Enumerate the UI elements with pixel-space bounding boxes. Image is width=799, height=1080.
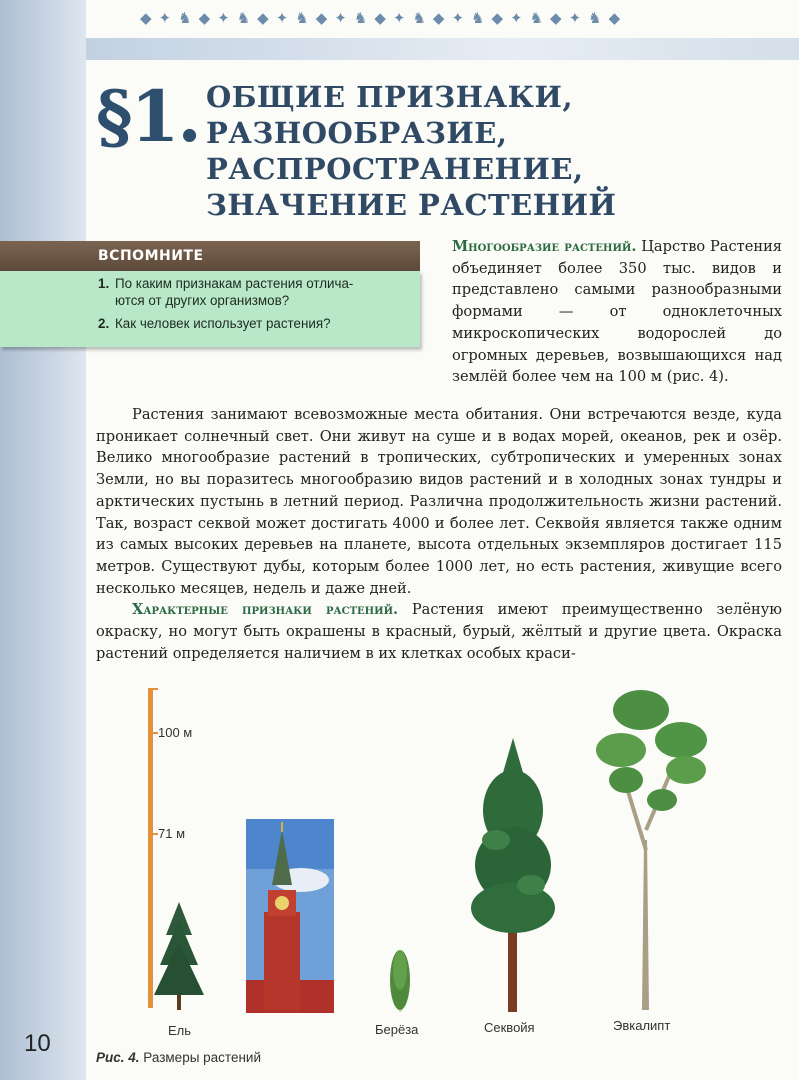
birch-tree [390, 950, 410, 1012]
animal-icon: ♞ [412, 9, 426, 27]
plant-size-figure [96, 680, 786, 1040]
spruce-tree [154, 902, 204, 1010]
eucalyptus-tree [596, 690, 707, 1010]
caption-text: Размеры растений [143, 1050, 261, 1065]
recall-question [98, 275, 420, 309]
animal-icon: ♞ [178, 9, 192, 27]
paragraph-text: Растения имеют преимущественно зелёную окраску, но могут быть окрашены в красный, бурый, жёлтый и другие цвета. Окраска растений определяется наличием в их клетках особых краси- [96, 601, 783, 662]
habitat-paragraph: Растения занимают всевозможные места обитания. Они встречаются везде, куда проникает солнечный свет. Они живут на суше и в водах морей, океанов, рек и озёр. Велико многообразие растений в тропических, субтропических и умеренных зонах Земли, но вы поразитесь многообразию видов растений и в холодных зонах тундры и арктических пустынь в летний период. Различна продолжительность жизни растений. Так, возраст секвой может достигать 4000 и более лет. Секвойя является также одним из самых высоких деревьев на планете, высота отдельных экземпляров достигает 115 метров. Существуют дубы, которым более 1000 лет, но есть растения, живущие всего несколько месяцев, недель и даже дней. [96, 406, 782, 597]
animal-icon: ✦ [334, 9, 347, 27]
animal-icon: ◆ [550, 9, 562, 27]
page-margin-strip [0, 0, 86, 1080]
animal-icon: ◆ [198, 9, 211, 27]
label-spruce: Ель [168, 1023, 192, 1038]
animal-icon: ◆ [432, 9, 445, 27]
animal-silhouette-border [140, 8, 790, 30]
label-birch: Берёза [375, 1022, 419, 1037]
animal-icon: ♞ [295, 9, 309, 27]
features-paragraph [96, 599, 782, 664]
animal-icon: ✦ [275, 9, 289, 27]
diversity-paragraph [452, 236, 782, 388]
animal-icon: ◆ [491, 9, 504, 27]
paragraph-lead: Многообразие растений. [452, 238, 637, 255]
animal-icon: ◆ [608, 9, 621, 27]
question-line: Как человек использует растения? [115, 316, 331, 331]
animal-icon: ✦ [568, 9, 582, 27]
recall-box [0, 241, 420, 351]
header-band [86, 38, 799, 60]
kremlin-tower-picture [246, 819, 334, 1013]
bird-icon: ✦ [158, 9, 172, 27]
animal-icon: ✦ [451, 9, 465, 27]
animal-icon: ✦ [217, 9, 230, 27]
caption-label: Рис. 4. [96, 1050, 140, 1065]
question-number: 1. [98, 276, 110, 291]
scale-label-71: 71 м [158, 826, 186, 841]
body-text [96, 404, 782, 664]
animal-icon: ◆ [315, 9, 328, 27]
title-line: ЗНАЧЕНИЕ РАСТЕНИЙ [206, 188, 617, 222]
question-line: ются от других организмов? [115, 293, 290, 308]
animal-icon: ◆ [374, 9, 386, 27]
fish-icon: ◆ [140, 9, 152, 27]
paragraph-lead: Характерные признаки растений. [132, 601, 399, 619]
animal-icon: ♞ [588, 9, 602, 27]
sequoia-tree [471, 738, 555, 1012]
section-number: §1. [96, 75, 200, 158]
paragraph-text: Царство Растения объединяет более 350 тыс. видов и представлено самыми разнообразными формами — от одноклеточных микроскопических водорослей до огромных деревьев, возвышающихся над землёй более чем на 100 м (рис. 4). [452, 238, 783, 386]
title-line: РАСПРОСТРАНЕНИЕ, [206, 152, 584, 186]
title-line: ОБЩИЕ ПРИЗНАКИ, [206, 80, 574, 114]
label-eucalyptus: Эвкалипт [613, 1018, 671, 1033]
question-line: По каким признакам растения отлича- [115, 276, 354, 291]
animal-icon: ✦ [510, 9, 523, 27]
section-title [206, 79, 686, 223]
page-number: 10 [24, 1030, 51, 1057]
recall-box-questions [0, 271, 420, 347]
question-number: 2. [98, 316, 110, 331]
animal-icon: ✦ [392, 9, 406, 27]
scale-label-100: 100 м [158, 725, 193, 740]
label-sequoia: Секвойя [484, 1020, 535, 1035]
animal-icon: ♞ [471, 9, 485, 27]
figure-caption [96, 1050, 261, 1065]
animal-icon: ♞ [529, 9, 544, 27]
animal-icon: ♞ [353, 9, 368, 27]
title-line: РАЗНООБРАЗИЕ, [206, 116, 508, 150]
recall-box-header: ВСПОМНИТЕ [0, 241, 420, 271]
recall-question [98, 315, 420, 332]
plants-illustration [96, 680, 786, 1020]
animal-icon: ♞ [236, 9, 251, 27]
animal-icon: ◆ [257, 9, 269, 27]
